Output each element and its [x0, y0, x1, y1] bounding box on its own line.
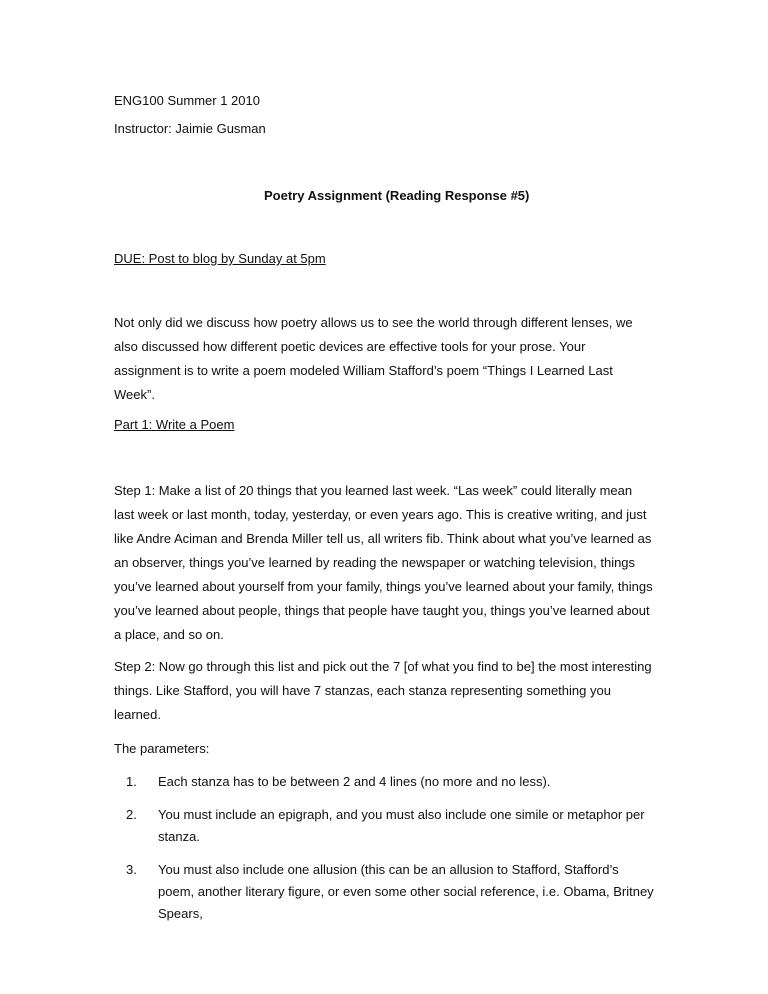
- parameters-list: [114, 771, 654, 936]
- parameters-heading: The parameters:: [114, 741, 210, 756]
- step2-paragraph: Step 2: Now go through this list and pick out the 7 [of what you find to be] the most interesting things. Like Stafford, you will have 7 stanzas, each stanza representing something you learned.: [114, 659, 652, 722]
- due-date: DUE: Post to blog by Sunday at 5pm: [114, 251, 326, 266]
- list-item: 3. You must also include one allusion (this can be an allusion to Stafford, Stafford’s poem, another literary figure, or even some other social reference, i.e. Obama, Britney Spears,: [126, 862, 654, 921]
- instructor-line: Instructor: Jaimie Gusman: [114, 121, 266, 136]
- step1-paragraph: Step 1: Make a list of 20 things that you learned last week. “Las week” could literally mean last week or last month, today, yesterday, or even years ago. This is creative writing, and just like Andre Aciman and Brenda Miller tell us, all writers fib. Think about what you’ve learned as an observer, things you’ve learned by reading the newspaper or watching television, things you’ve learned about yourself from your family, things you’ve learned about your family, things you’ve learned about people, things that people have taught you, things you’ve learned about a place, and so on.: [114, 483, 653, 642]
- assignment-title: Poetry Assignment (Reading Response #5): [264, 188, 530, 203]
- list-item: 2. You must include an epigraph, and you must also include one simile or metaphor per stanza.: [126, 807, 645, 844]
- part1-heading: Part 1: Write a Poem: [114, 417, 235, 432]
- course-line: ENG100 Summer 1 2010: [114, 93, 260, 108]
- intro-paragraph: Not only did we discuss how poetry allows us to see the world through different lenses, we also discussed how different poetic devices are effective tools for your prose. Your assignment is to write a poem modeled William Stafford’s poem “Things I Learned Last Week”.: [114, 315, 633, 402]
- list-item: 1. Each stanza has to be between 2 and 4 lines (no more and no less).: [126, 774, 551, 789]
